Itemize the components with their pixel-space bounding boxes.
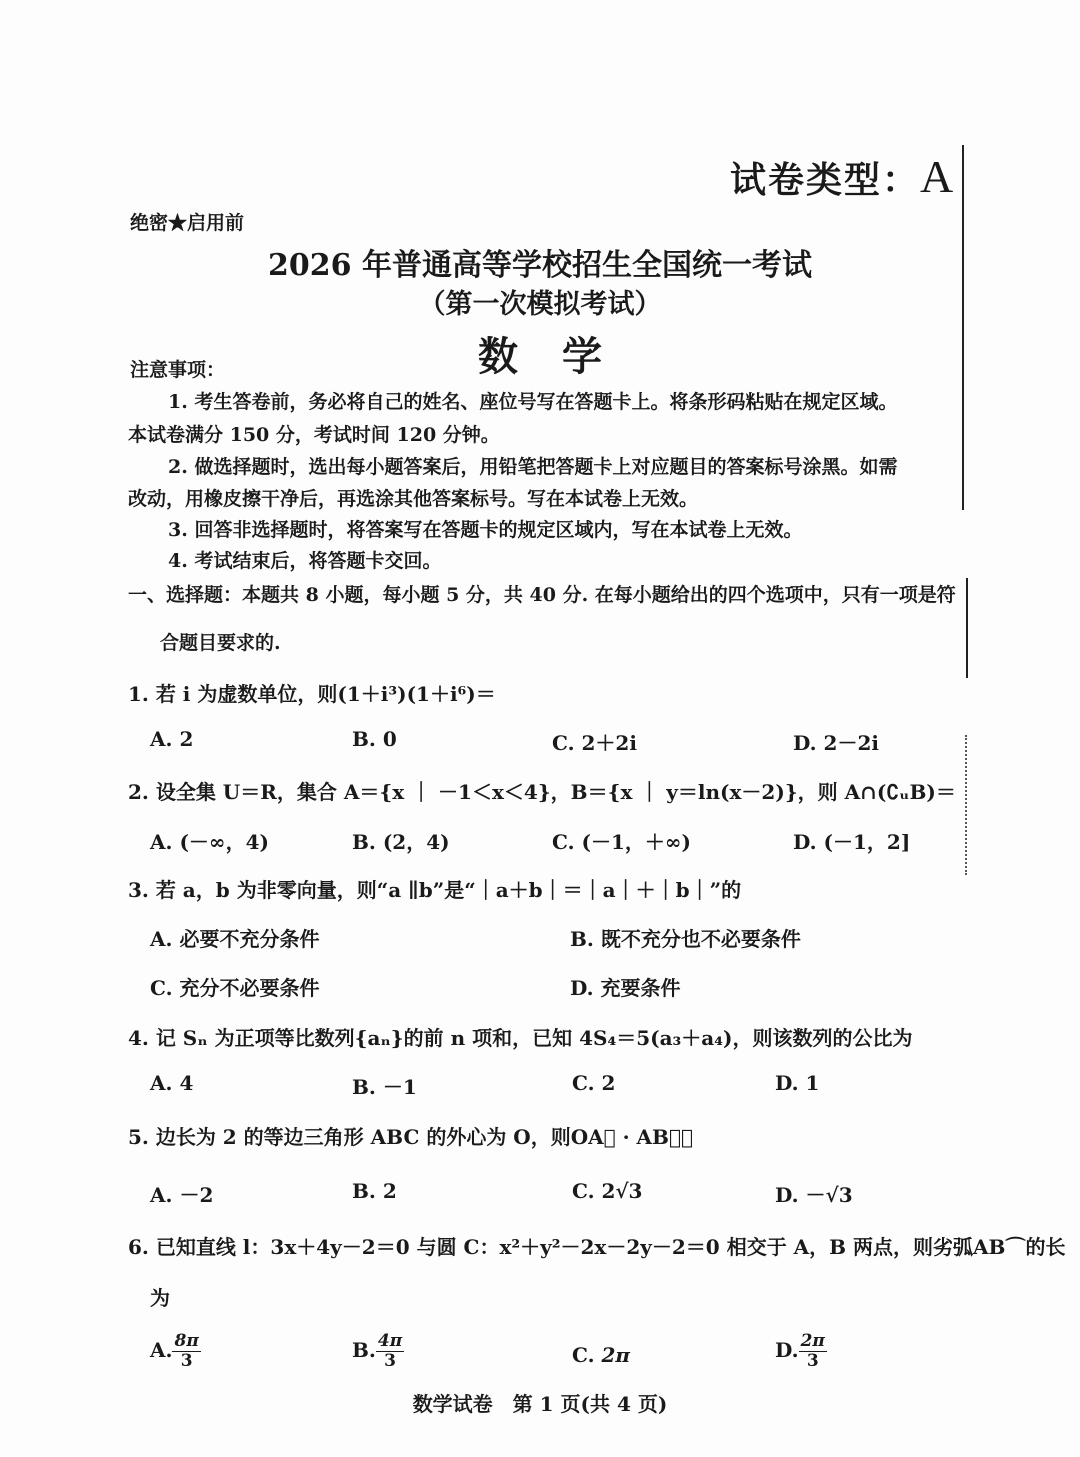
paper-type-label: 试卷类型： [730,159,921,201]
paper-type-letter: A [920,151,956,202]
notice-line: 2. 做选择题时，选出每小题答案后，用铅笔把答题卡上对应题目的答案标号涂黑。如需 [168,456,898,478]
numerator: 4π [377,1331,403,1351]
numerator: 2π [800,1331,825,1351]
exam-subtitle: （第一次模拟考试） [418,289,662,320]
question-5-option-b: B. 2 [352,1179,397,1203]
section-instruction: 一、选择题：本题共 8 小题，每小题 5 分，共 40 分. 在每小题给出的四个选项中，只有一项是符 [128,584,956,606]
secret-mark: 绝密★启用前 [130,212,245,234]
fraction [376,1333,404,1370]
fraction [172,1333,200,1370]
question-2-stem: 2. 设全集 U＝R，集合 A＝{x ｜ －1＜x＜4}，B＝{x ｜ y＝ln(x－2)}，则 A∩(∁ᵤB)＝ [128,780,956,804]
margin-line-middle [966,578,968,678]
notice-line: 本试卷满分 150 分，考试时间 120 分钟。 [128,424,500,446]
question-3-stem: 3. 若 a，b 为非零向量，则“a ∥b”是“｜a＋b｜＝｜a｜＋｜b｜”的 [128,878,742,902]
option-prefix: C. [572,1343,595,1367]
question-6-stem: 6. 已知直线 l：3x＋4y－2＝0 与圆 C：x²＋y²－2x－2y－2＝0 相交于 A，B 两点，则劣弧AB⌒的长 [128,1235,1066,1259]
question-5-option-c: C. 2√3 [572,1179,643,1203]
option-prefix: A. [150,1338,173,1362]
question-6-stem-cont: 为 [150,1286,170,1310]
notice-line: 改动，用橡皮擦干净后，再选涂其他答案标号。写在本试卷上无效。 [128,488,699,510]
denominator: 3 [806,1351,819,1371]
question-3-option-d: D. 充要条件 [570,976,681,1000]
question-6-option-c [572,1343,630,1367]
question-1-option-d: D. 2－2i [793,731,879,755]
question-5-stem: 5. 边长为 2 的等边三角形 ABC 的外心为 O，则OA⃗ · AB⃗＝ [128,1125,693,1149]
question-6-option-a [150,1333,201,1370]
numerator: 8π [174,1331,199,1351]
paper-type [730,150,955,203]
option-value: 2π [601,1343,631,1367]
question-1-option-a: A. 2 [150,727,194,751]
exam-title: 2026 年普通高等学校招生全国统一考试 [268,248,812,283]
section-instruction-cont: 合题目要求的. [160,632,281,654]
question-2-option-a: A. (－∞，4) [150,830,269,854]
question-4-option-c: C. 2 [572,1071,616,1095]
question-5-option-a: A. －2 [150,1183,214,1207]
question-2-option-c: C. (－1，＋∞) [552,830,691,854]
question-4-option-a: A. 4 [150,1071,194,1095]
subject-title: 数学 [478,333,646,380]
option-prefix: D. [775,1338,799,1362]
question-3-option-a: A. 必要不充分条件 [150,927,320,951]
option-prefix: B. [352,1338,376,1362]
denominator: 3 [180,1351,193,1371]
question-6-option-d [775,1333,827,1370]
question-3-option-b: B. 既不充分也不必要条件 [570,927,801,951]
question-1-stem: 1. 若 i 为虚数单位，则(1＋i³)(1＋i⁶)＝ [128,682,496,706]
denominator: 3 [384,1351,396,1371]
question-1-option-c: C. 2＋2i [552,731,637,755]
question-2-option-b: B. (2，4) [352,830,450,854]
margin-line-dotted [965,735,969,875]
question-6-option-b [352,1333,404,1370]
question-2-option-d: D. (－1，2] [793,830,911,854]
question-4-option-d: D. 1 [775,1071,820,1095]
question-4-option-b: B. －1 [352,1075,417,1099]
notice-line: 1. 考生答卷前，务必将自己的姓名、座位号写在答题卡上。将条形码粘贴在规定区域。 [168,391,898,413]
notice-heading: 注意事项： [130,359,226,381]
notice-line: 4. 考试结束后，将答题卡交回。 [168,550,442,572]
question-1-option-b: B. 0 [352,727,397,751]
question-4-stem: 4. 记 Sₙ 为正项等比数列{aₙ}的前 n 项和，已知 4S₄＝5(a₃＋a₄)，则该数列的公比为 [128,1026,913,1050]
notice-line: 3. 回答非选择题时，将答案写在答题卡的规定区域内，写在本试卷上无效。 [168,519,803,541]
page-footer: 数学试卷 第 1 页(共 4 页) [412,1392,668,1416]
question-5-option-d: D. －√3 [775,1183,853,1207]
fraction [799,1333,827,1370]
question-3-option-c: C. 充分不必要条件 [150,976,320,1000]
